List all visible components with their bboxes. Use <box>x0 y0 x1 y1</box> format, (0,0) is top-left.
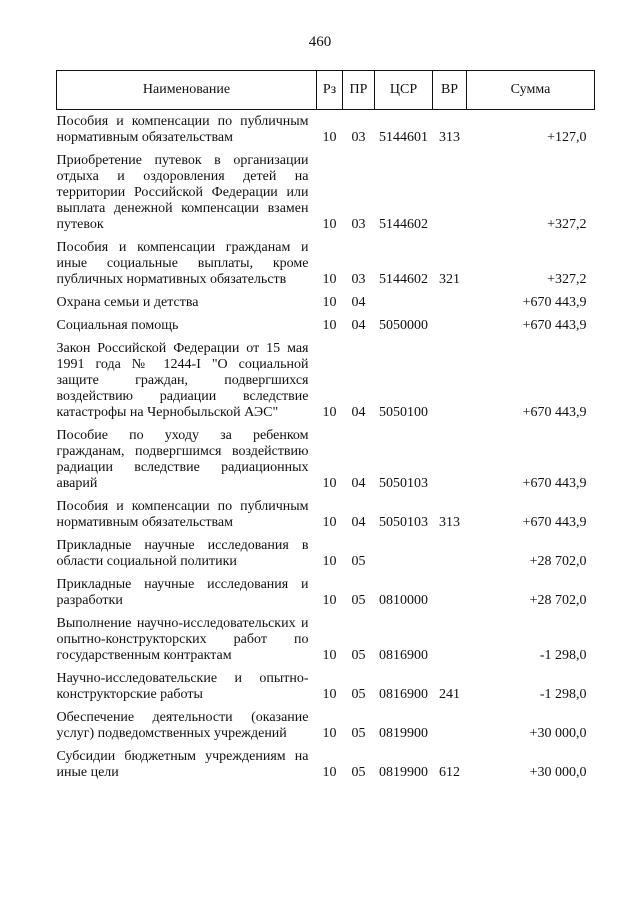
row-rz: 10 <box>322 272 337 287</box>
row-vr <box>433 149 467 236</box>
row-name: Пособия и компенсации гражданам и иные социальные выплаты, кроме публичных нормативных обязательств <box>56 240 309 287</box>
row-rz: 10 <box>322 130 337 145</box>
row-vr <box>433 534 467 573</box>
row-sum: +327,2 <box>547 272 587 287</box>
row-pr: 04 <box>351 405 366 420</box>
row-vr <box>433 337 467 424</box>
row-sum: +28 702,0 <box>529 554 587 569</box>
row-name: Субсидии бюджетным учреждениям на иные цели <box>56 749 309 780</box>
row-vr: 313 <box>439 515 460 530</box>
row-csr: 5144602 <box>379 217 428 232</box>
header-sum: Сумма <box>467 71 595 110</box>
table-body <box>57 110 595 785</box>
row-sum: +28 702,0 <box>529 593 587 608</box>
row-name: Приобретение путевок в организации отдыха и оздоровления детей на территории Российской Федерации или выплата денежной компенсации взамен путевок <box>56 153 309 232</box>
table-row <box>57 291 595 314</box>
row-pr: 04 <box>351 476 366 491</box>
row-name: Выполнение научно-исследовательских и опытно-конструкторских работ по государственным контрактам <box>56 616 309 663</box>
row-rz: 10 <box>322 648 337 663</box>
table-row <box>57 149 595 236</box>
row-vr: 321 <box>439 272 460 287</box>
row-name: Обеспечение деятельности (оказание услуг) подведомственных учреждений <box>56 710 309 741</box>
row-rz: 10 <box>322 476 337 491</box>
row-sum: +670 443,9 <box>522 295 587 310</box>
row-csr: 0816900 <box>379 687 428 702</box>
row-name: Прикладные научные исследования и разработки <box>56 577 309 608</box>
row-sum: +327,2 <box>547 217 587 232</box>
row-rz: 10 <box>322 295 337 310</box>
header-rz: Рз <box>317 71 343 110</box>
row-csr: 0819900 <box>379 765 428 780</box>
table-row <box>57 667 595 706</box>
row-pr: 03 <box>351 217 366 232</box>
row-csr: 5050103 <box>379 476 428 491</box>
row-rz: 10 <box>322 405 337 420</box>
row-csr: 0816900 <box>379 648 428 663</box>
row-csr: 5144602 <box>379 272 428 287</box>
row-vr <box>433 291 467 314</box>
row-pr: 05 <box>351 648 366 663</box>
row-pr: 05 <box>351 593 366 608</box>
row-sum: +670 443,9 <box>522 476 587 491</box>
row-rz: 10 <box>322 687 337 702</box>
row-pr: 03 <box>351 130 366 145</box>
row-csr: 0819900 <box>379 726 428 741</box>
header-pr: ПР <box>343 71 375 110</box>
table-row <box>57 612 595 667</box>
row-vr: 313 <box>439 130 460 145</box>
row-pr: 03 <box>351 272 366 287</box>
table-header-row <box>57 71 595 110</box>
table-row <box>57 495 595 534</box>
row-csr <box>375 291 433 314</box>
row-sum: +670 443,9 <box>522 405 587 420</box>
table-row <box>57 573 595 612</box>
row-rz: 10 <box>322 765 337 780</box>
row-name: Пособие по уходу за ребенком гражданам, подвергшимся воздействию радиации вследствие радиационных аварий <box>56 428 309 491</box>
row-vr <box>433 612 467 667</box>
row-csr: 5050000 <box>379 318 428 333</box>
row-sum: -1 298,0 <box>539 687 587 702</box>
table-row <box>57 337 595 424</box>
table-row <box>57 706 595 745</box>
row-rz: 10 <box>322 726 337 741</box>
row-name: Социальная помощь <box>56 318 179 333</box>
row-csr: 5050100 <box>379 405 428 420</box>
row-vr: 241 <box>439 687 460 702</box>
row-csr: 5050103 <box>379 515 428 530</box>
row-csr: 0810000 <box>379 593 428 608</box>
budget-table <box>56 70 595 784</box>
row-name: Пособия и компенсации по публичным нормативным обязательствам <box>56 114 309 145</box>
row-pr: 04 <box>351 295 366 310</box>
row-name: Пособия и компенсации по публичным нормативным обязательствам <box>56 499 309 530</box>
table-row <box>57 110 595 150</box>
row-sum: +670 443,9 <box>522 318 587 333</box>
row-pr: 05 <box>351 765 366 780</box>
row-name: Прикладные научные исследования в области социальной политики <box>56 538 309 569</box>
row-csr <box>375 534 433 573</box>
row-sum: +30 000,0 <box>529 765 587 780</box>
header-csr: ЦСР <box>375 71 433 110</box>
table-row <box>57 745 595 784</box>
row-pr: 04 <box>351 318 366 333</box>
page-number: 460 <box>308 34 332 50</box>
row-rz: 10 <box>322 554 337 569</box>
row-name: Охрана семьи и детства <box>56 295 199 310</box>
row-pr: 05 <box>351 554 366 569</box>
row-pr: 05 <box>351 726 366 741</box>
row-sum: +30 000,0 <box>529 726 587 741</box>
row-rz: 10 <box>322 318 337 333</box>
table-row <box>57 236 595 291</box>
row-vr <box>433 424 467 495</box>
row-csr: 5144601 <box>379 130 428 145</box>
row-sum: +670 443,9 <box>522 515 587 530</box>
row-rz: 10 <box>322 593 337 608</box>
row-pr: 04 <box>351 515 366 530</box>
row-vr <box>433 706 467 745</box>
table-row <box>57 424 595 495</box>
header-vr: ВР <box>433 71 467 110</box>
row-vr: 612 <box>439 765 460 780</box>
row-vr <box>433 573 467 612</box>
row-name: Научно-исследовательские и опытно-конструкторские работы <box>56 671 309 702</box>
table-row <box>57 314 595 337</box>
row-vr <box>433 314 467 337</box>
row-sum: -1 298,0 <box>539 648 587 663</box>
table-row <box>57 534 595 573</box>
row-name: Закон Российской Федерации от 15 мая 1991 года № 1244-I "О социальной защите граждан, подвергшихся воздействию радиации вследствие катастрофы на Чернобыльской АЭС" <box>56 341 309 420</box>
header-name: Наименование <box>57 71 317 110</box>
row-pr: 05 <box>351 687 366 702</box>
row-rz: 10 <box>322 515 337 530</box>
row-rz: 10 <box>322 217 337 232</box>
row-sum: +127,0 <box>547 130 587 145</box>
